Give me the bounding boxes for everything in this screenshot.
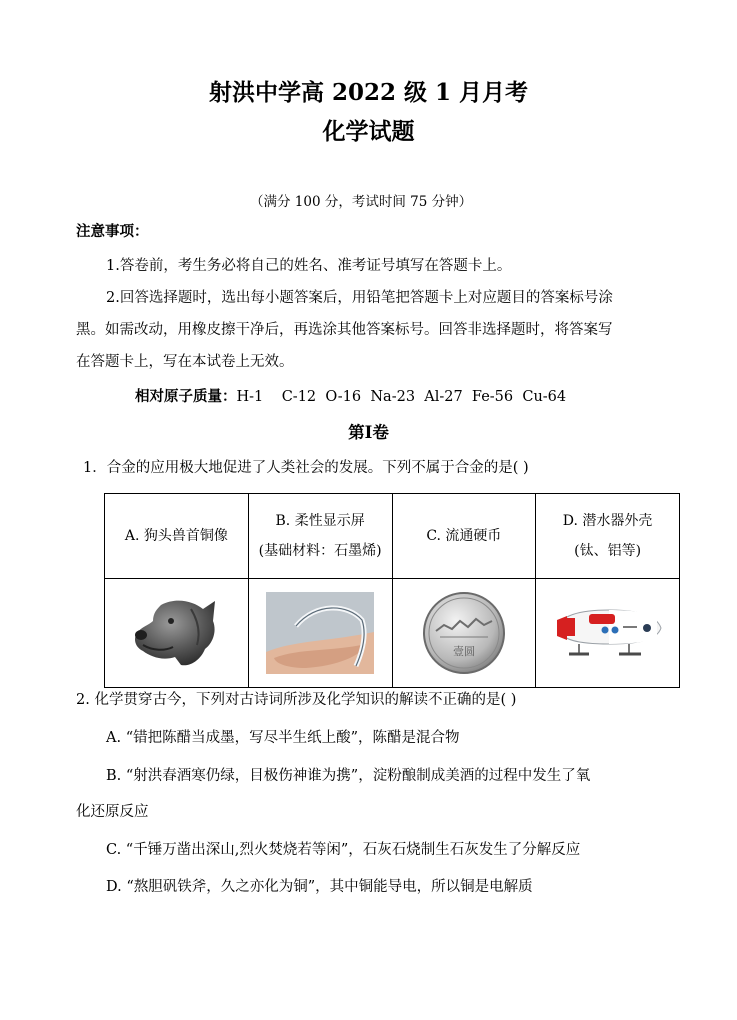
option-d-note: (钛、铝等) <box>574 543 642 559</box>
atomic-mass-label: 相对原子质量： <box>135 388 237 405</box>
atomic-mass-line <box>135 385 566 406</box>
flexible-display-image <box>266 592 374 674</box>
option-d-label: D. 潜水器外壳 <box>562 513 653 529</box>
notes-item-2-line-3: 在答题卡上，写在本试卷上无效。 <box>76 354 294 370</box>
bronze-dog-head-image <box>131 595 221 671</box>
question-2-option-a: A. “错把陈醋当成墨，写尽半生纸上酸”，陈醋是混合物 <box>106 730 460 746</box>
notes-item-2-line-2: 黑。如需改动，用橡皮擦干净后，再选涂其他答案标号。回答非选择题时，将答案写 <box>76 322 613 338</box>
exam-info: （满分 100 分，考试时间 75 分钟） <box>250 194 473 210</box>
section-title: 第Ⅰ卷 <box>348 423 389 442</box>
option-d-image-cell <box>536 579 680 688</box>
notes-heading: 注意事项： <box>76 223 149 240</box>
exam-title: 射洪中学高 2022 级 1 月月考 <box>208 79 529 106</box>
option-b-label: B. 柔性显示屏 <box>275 513 365 529</box>
option-b-cell <box>248 494 392 579</box>
option-c-cell <box>392 494 536 579</box>
question-2-option-b-line-2: 化还原反应 <box>76 804 149 820</box>
option-b-note: (基础材料：石墨烯) <box>258 543 382 559</box>
option-a-cell <box>105 494 249 579</box>
option-d-cell <box>536 494 680 579</box>
option-a-image-cell <box>105 579 249 688</box>
question-2-option-c: C. “千锤万凿出深山,烈火焚烧若等闲”，石灰石烧制生石灰发生了分解反应 <box>106 842 581 858</box>
question-1-stem: 1．合金的应用极大地促进了人类社会的发展。下列不属于合金的是( ) <box>83 460 529 476</box>
notes-item-1: 1.答卷前，考生务必将自己的姓名、准考证号填写在答题卡上。 <box>106 258 512 274</box>
submersible-image <box>549 598 667 668</box>
question-2-option-b-line-1: B. “射洪春酒寒仍绿，目极伤神谁为携”，淀粉酿制成美酒的过程中发生了氧 <box>106 768 591 784</box>
coin-image <box>422 591 506 675</box>
option-c-label: C. 流通硬币 <box>426 528 502 544</box>
option-c-image-cell <box>392 579 536 688</box>
question-2-stem: 2. 化学贯穿古今，下列对古诗词所涉及化学知识的解读不正确的是( ) <box>76 692 517 708</box>
notes-item-2-line-1: 2.回答选择题时，选出每小题答案后，用铅笔把答题卡上对应题目的答案标号涂 <box>106 290 613 306</box>
option-b-image-cell <box>248 579 392 688</box>
question-1-options-table <box>104 493 680 688</box>
coin-face-text: 壹圆 <box>452 645 475 658</box>
subject-title: 化学试题 <box>322 118 415 145</box>
question-2-option-d: D. “熬胆矾铁斧，久之亦化为铜”，其中铜能导电，所以铜是电解质 <box>106 879 533 895</box>
option-a-label: A. 狗头兽首铜像 <box>124 528 228 544</box>
atomic-mass-values: H-1 C-12 O-16 Na-23 Al-27 Fe-56 Cu-64 <box>236 389 567 405</box>
